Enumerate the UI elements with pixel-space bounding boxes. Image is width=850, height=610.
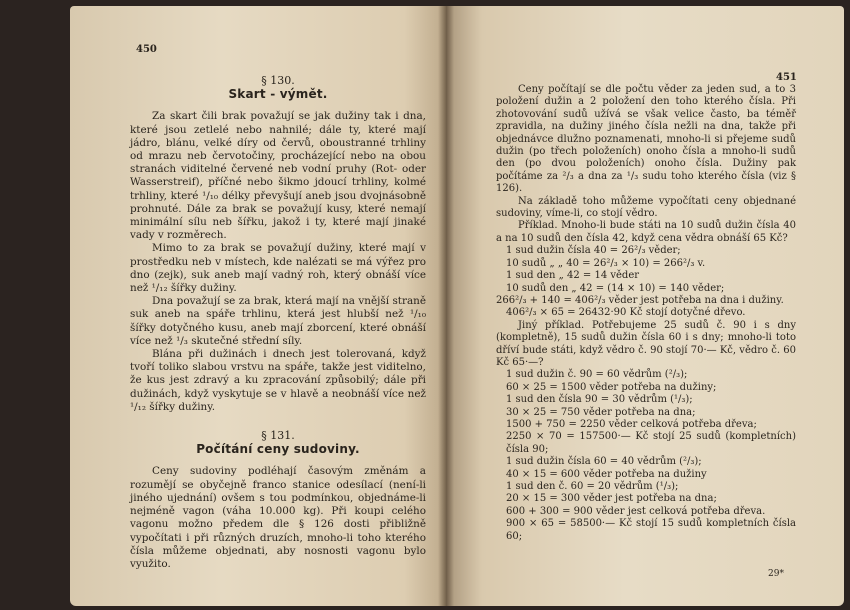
book-gutter xyxy=(438,6,454,606)
paragraph: Ceny počítají se dle počtu věder za jeden sud, a to 3 položení dužin a 2 položení den toho kterého čísla. Při zhotovování sudů užívá se však velice často, ba téměř zpravidla, na dužiny jiného čísla nežli na dna, takže při objednávce dlužno poznamenati, mnoho-li si přejeme sudů dužin (po třech položeních) onoho čísla a mnoho-li sudů den (po dvou položeních) onoho čísla. Dužiny pak počítáme za ²/₃ a dna za ¹/₃ sudu toho kterého čísla (viz § 126). xyxy=(496,84,796,195)
calculation-line: 1 sud den čísla 90 = 30 vědrům (¹/₃); xyxy=(506,394,693,406)
calculation-line: 1 sud den č. 60 = 20 vědrům (¹/₃); xyxy=(506,481,679,492)
section-131-title: Počítání ceny sudoviny. xyxy=(196,442,360,457)
paragraph: Příklad. Mnoho-li bude státi na 10 sudů dužin čísla 40 a na 10 sudů den čísla 42, když cena vědra obnáší 65 Kč? xyxy=(496,220,796,244)
calculation-line: 1 sud dužin čísla 40 = 26²/₃ věder; xyxy=(506,245,681,257)
calculation-line: 1 sud dužin č. 90 = 60 vědrům (²/₃); xyxy=(506,369,688,381)
section-131-number: § 131. xyxy=(261,429,295,443)
paragraph: Za skart čili brak považují se jak dužiny tak i dna, které jsou zetlelé nebo nahnilé; dále ty, které mají jádro, blánu, velké díry od červů, oboustranné trhliny od mrazu neb červotočiny, procházející nebo na obou stranách viditelné červené neb vodní pruhy (Rot- oder Wasserstreif), příčné nebo šikmo jdoucí trhliny, kolmé trhliny, které ¹/₁₀ délky převyšují aneb jsou dvojnásobně prohnuté. Dále za brak se považují kusy, které nemají minimální sílu neb šířku, jakož i ty, které mají jinaké vady v rozměrech. xyxy=(130,110,426,242)
left-page xyxy=(70,6,450,606)
paragraph: Na základě toho můžeme vypočítati ceny objednané sudoviny, víme-li, co stojí vědro. xyxy=(496,195,796,220)
calculation-line: 30 × 25 = 750 věder potřeba na dna; xyxy=(506,406,696,418)
calculation-line: 406²/₃ × 65 = 26432·90 Kč stojí dotyčné dřevo. xyxy=(506,307,746,319)
calculation-line: 1 sud dužin čísla 60 = 40 vědrům (²/₃); xyxy=(506,456,702,468)
left-page-number: 450 xyxy=(136,44,157,55)
calculation-line: 10 sudů den „ 42 = (14 × 10) = 140 věder; xyxy=(506,282,725,294)
paragraph: Mimo to za brak se považují dužiny, které mají v prostředku neb v místech, kde nalézati se má výřez pro dno (zejk), suk aneb mají vadný roh, který obnáší více než ¹/₁₂ šířky dužiny. xyxy=(130,242,426,295)
right-page-number: 451 xyxy=(776,72,797,83)
section-130-title: Skart - výmět. xyxy=(228,87,328,102)
paragraph: Jiný příklad. Potřebujeme 25 sudů č. 90 i s dny (kompletně), 15 sudů dužin čísla 60 i s dny; mnoho-li toto dříví bude státi, když vědro č. 90 stojí 70·— Kč, vědro č. 60 Kč 65·—? xyxy=(496,319,796,368)
calculation-line: 60 × 25 = 1500 věder potřeba na dužiny; xyxy=(506,381,717,393)
paragraph: Dna považují se za brak, která mají na vnější straně suk aneb na spáře trhlinu, která jest hlubší než ¹/₁₀ šířky dotyčného kusu, aneb mají zborcení, které obnáší více než ¹/₃ skutečné střední síly. xyxy=(130,295,426,347)
calculation-line: 600 + 300 = 900 věder jest celková potřeba dřeva. xyxy=(506,505,766,517)
calculation-line: 40 × 15 = 600 věder potřeba na dužiny xyxy=(506,468,707,480)
paragraph: Blána při dužinách i dnech jest tolerovaná, když tvoří toliko slabou vrstvu na spáře, takže jest viditelno, že kus jest zdravý a ku zpracování způsobilý; dále při dužinách, když vyskytuje se v hlavě a neobnáší více než ¹/₁₂ šířky dužiny. xyxy=(130,348,426,413)
paragraph: 266²/₃ + 140 = 406²/₃ věder jest potřeba na dna i dužiny. xyxy=(496,294,784,306)
calculation-line: 900 × 65 = 58500·— Kč stojí 15 sudů kompletních čísla 60; xyxy=(506,518,796,542)
calculation-line: 1500 + 750 = 2250 věder celková potřeba dřeva; xyxy=(506,418,757,430)
right-page-text xyxy=(496,84,796,543)
calculation-line: 10 sudů „ „ 40 = 26²/₃ × 10) = 266²/₃ v. xyxy=(506,257,706,269)
section-130-number: § 130. xyxy=(261,74,295,87)
calculation-line: 1 sud den „ 42 = 14 věder xyxy=(506,270,640,282)
paragraph: Ceny sudoviny podléhají časovým změnám a rozumějí se obyčejně franco stanice odesílací (není-li jiného ujednání) ovšem s tou podmínkou, objednáme-li nejméně vagon (váha 10.000 kg). Při koupi celého vagonu možno předem dle § 126 dosti přibližně vypočítati i při různých druzích, mnoho-li toho kterého čísla můžeme objednati, aby nosnosti vagonu bylo využito. xyxy=(130,465,426,570)
right-page xyxy=(446,6,844,606)
signature-mark: 29* xyxy=(768,569,784,579)
calculation-line: 2250 × 70 = 157500·— Kč stojí 25 sudů (kompletních) čísla 90; xyxy=(506,431,796,455)
left-page-text xyxy=(130,74,426,571)
calculation-line: 20 × 15 = 300 věder jest potřeba na dna; xyxy=(506,493,717,505)
